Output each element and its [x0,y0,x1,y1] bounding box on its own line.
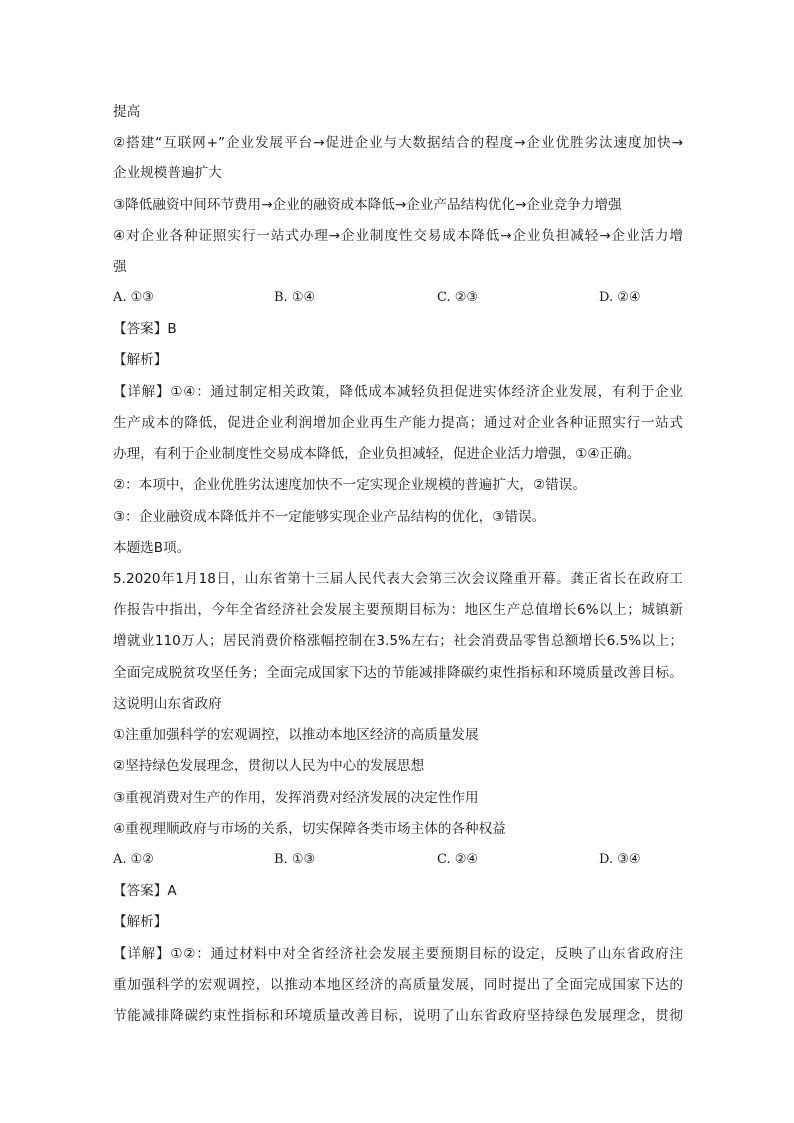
q4-detail-line-1: 【详解】①④：通过制定相关政策，降低成本减轻负担促进实体经济企业发展，有利于企业 [113,384,683,400]
q4-detail-line-5: ③：企业融资成本降低并不一定能够实现企业产品结构的优化，③错误。 [113,509,546,525]
q5-stem-line-5: 这说明山东省政府 [113,696,222,712]
q4-choice-a: A. ①③ [113,290,154,305]
q4-choices [113,289,683,307]
q5-option-statement-1: ①注重加强科学的宏观调控，以推动本地区经济的高质量发展 [113,727,479,743]
q5-choice-d: D. ③④ [599,852,641,867]
q4-option-statement-2: ②搭建“互联网+”企业发展平台→促进企业与大数据结合的程度→企业优胜劣汰速度加快→ [113,135,683,151]
q5-option-statement-2: ②坚持绿色发展理念，贯彻以人民为中心的发展思想 [113,758,425,774]
q4-choice-d: D. ②④ [599,290,641,305]
q5-stem-line-1: 5.2020年1月18日，山东省第十三届人民代表大会第三次会议隆重开幕。龚正省长在政府工 [113,571,683,587]
q4-detail-line-4: ②：本项中，企业优胜劣汰速度加快不一定实现企业规模的普遍扩大，②错误。 [113,477,586,493]
q4-answer: 【答案】B [113,321,177,337]
q5-answer: 【答案】A [113,883,177,899]
q4-option-statement-4: ④对企业各种证照实行一站式办理→企业制度性交易成本降低→企业负担减轻→企业活力增 [113,228,683,244]
q5-choice-a: A. ①② [113,852,154,867]
q5-stem-line-3: 增就业110万人；居民消费价格涨幅控制在3.5%左右；社会消费品零售总额增长6.5%以上； [113,633,683,649]
q5-option-statement-3: ③重视消费对生产的作用，发挥消费对经济发展的决定性作用 [113,790,479,806]
q4-detail-line-2: 生产成本的降低，促进企业利润增加企业再生产能力提高；通过对企业各种证照实行一站式 [113,415,683,431]
q5-detail-line-1: 【详解】①②：通过材料中对全省经济社会发展主要预期目标的设定，反映了山东省政府注 [113,946,683,962]
q4-detail-conclusion: 本题选B项。 [113,540,191,556]
q5-detail-line-3: 节能减排降碳约束性指标和环境质量改善目标，说明了山东省政府坚持绿色发展理念，贯彻 [113,1008,683,1024]
q4-choice-c: C. ②③ [437,290,479,305]
q4-stem-tail: 提高 [113,104,141,120]
q4-choice-b: B. ①④ [274,290,316,305]
q4-analysis-label: 【解析】 [113,352,168,368]
q4-option-statement-2-cont: 企业规模普遍扩大 [113,165,222,181]
q5-choice-c: C. ②④ [437,852,479,867]
q5-choices [113,851,683,869]
q5-option-statement-4: ④重视理顺政府与市场的关系，切实保障各类市场主体的各种权益 [113,821,506,837]
q4-option-statement-3: ③降低融资中间环节费用→企业的融资成本降低→企业产品结构优化→企业竞争力增强 [113,197,622,213]
q5-detail-line-2: 重加强科学的宏观调控，以推动本地区经济的高质量发展，同时提出了全面完成国家下达的 [113,977,683,993]
q4-option-statement-4-cont: 强 [113,259,127,275]
q5-stem-line-4: 全面完成脱贫攻坚任务；全面完成国家下达的节能减排降碳约束性指标和环境质量改善目标。 [113,665,683,681]
q5-choice-b: B. ①③ [274,852,316,867]
q5-stem-line-2: 作报告中指出，今年全省经济社会发展主要预期目标为：地区生产总值增长6%以上；城镇新 [113,602,683,618]
q5-analysis-label: 【解析】 [113,914,168,930]
q4-detail-line-3: 办理，有利于企业制度性交易成本降低，企业负担减轻，促进企业活力增强，①④正确。 [113,446,641,462]
